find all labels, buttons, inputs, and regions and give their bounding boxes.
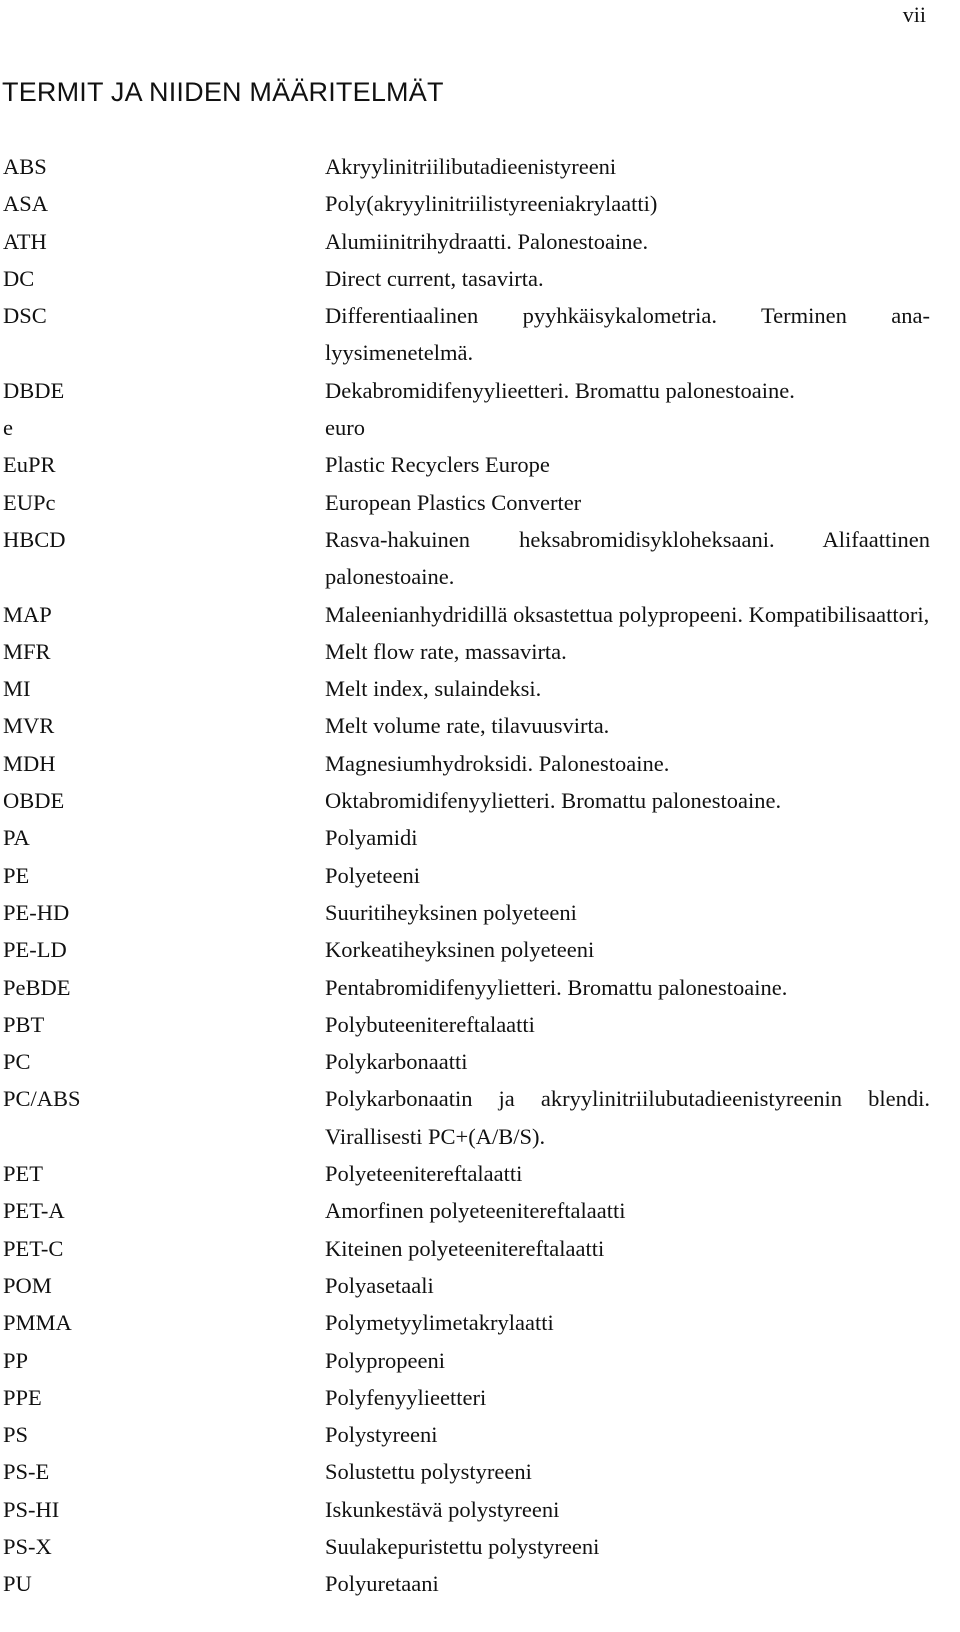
term-row (0, 1416, 960, 1453)
term-definition: Polypropeeni (325, 1347, 445, 1373)
term-definition: Akryylinitriilibutadieenistyreeni (325, 154, 617, 179)
term-abbreviation: PBT (3, 1011, 45, 1037)
term-definition: Rasva-hakuinen heksabromidisykloheksaani. Alifaattinen palonestoaine. (325, 526, 930, 590)
term-abbreviation: ABS (3, 154, 47, 179)
term-row (0, 1267, 960, 1304)
term-abbreviation: PA (3, 825, 30, 851)
term-definition: Magnesiumhydroksidi. Palonestoaine. (325, 750, 670, 776)
term-definition: Dekabromidifenyylieetteri. Bromattu palonestoaine. (325, 377, 795, 403)
term-row (0, 782, 960, 819)
term-definition: Suuritiheyksinen polyeteeni (325, 899, 577, 925)
term-definition: Maleenianhydridillä oksastettua polypropeeni. Kompatibilisaattori, (325, 601, 930, 627)
term-abbreviation: e (3, 415, 13, 441)
term-definition: Polymetyylimetakrylaatti (325, 1310, 554, 1336)
term-row (0, 633, 960, 670)
term-definition: Polybuteenitereftalaatti (325, 1011, 535, 1037)
term-row (0, 1155, 960, 1192)
term-abbreviation: PS (3, 1422, 29, 1448)
term-definition: Direct current, tasavirta. (325, 265, 544, 291)
term-row (0, 1230, 960, 1267)
term-definition: Polyuretaani (325, 1571, 439, 1597)
term-row (0, 894, 960, 931)
term-abbreviation: PMMA (3, 1310, 72, 1336)
term-definition: Korkeatiheyksinen polyeteeni (325, 937, 595, 963)
term-row (0, 223, 960, 260)
term-definition: Polyasetaali (325, 1272, 434, 1298)
term-row (0, 745, 960, 782)
term-definition: Alumiinitrihydraatti. Palonestoaine. (325, 228, 649, 254)
term-row (0, 185, 960, 222)
term-definition: Iskunkestävä polystyreeni (325, 1496, 560, 1522)
term-definition: Differentiaalinen pyyhkäisykalometria. Terminen analyysimenetelmä. (325, 303, 930, 366)
term-row (0, 297, 960, 372)
term-abbreviation: ATH (3, 228, 47, 254)
term-abbreviation: PC/ABS (3, 1086, 81, 1112)
term-abbreviation: OBDE (3, 788, 65, 814)
term-row (0, 148, 960, 185)
term-definition: Amorfinen polyeteenitereftalaatti (325, 1198, 626, 1224)
term-row (0, 1080, 960, 1155)
term-abbreviation: DC (3, 265, 35, 291)
term-definition: Melt volume rate, tilavuusvirta. (325, 713, 610, 739)
term-row (0, 931, 960, 968)
term-abbreviation: DSC (3, 303, 47, 329)
term-abbreviation: MAP (3, 601, 52, 627)
term-row (0, 446, 960, 483)
term-definition: Polykarbonaatin ja akryylinitriilubutadieenistyreenin blendi. Virallisesti PC+(A/B/S). (325, 1086, 930, 1149)
term-row (0, 969, 960, 1006)
term-row (0, 1528, 960, 1565)
term-definition: Polykarbonaatti (325, 1049, 468, 1075)
term-abbreviation: PeBDE (3, 974, 71, 1000)
term-row (0, 1565, 960, 1602)
term-abbreviation: EUPc (3, 489, 56, 515)
term-definition: Polyeteenitereftalaatti (325, 1161, 523, 1187)
term-definition: euro (325, 415, 365, 441)
term-abbreviation: MDH (3, 750, 56, 776)
term-abbreviation: PS-HI (3, 1496, 60, 1522)
term-abbreviation: PET-C (3, 1235, 64, 1261)
term-row (0, 409, 960, 446)
term-row (0, 1304, 960, 1341)
term-row (0, 1379, 960, 1416)
term-abbreviation: MFR (3, 638, 51, 664)
term-definition: Solustettu polystyreeni (325, 1459, 532, 1485)
term-definition: European Plastics Converter (325, 489, 582, 515)
term-row (0, 484, 960, 521)
term-row (0, 707, 960, 744)
term-abbreviation: PPE (3, 1384, 42, 1410)
term-definition: Polyeteeni (325, 862, 420, 888)
term-row (0, 372, 960, 409)
term-definition: Kiteinen polyeteenitereftalaatti (325, 1235, 605, 1261)
term-abbreviation: MI (3, 676, 31, 702)
term-abbreviation: PP (3, 1347, 29, 1373)
term-definition: Oktabromidifenyylietteri. Bromattu palonestoaine. (325, 788, 782, 814)
term-abbreviation: PE (3, 862, 30, 888)
term-abbreviation: PE-HD (3, 899, 70, 925)
term-row (0, 1006, 960, 1043)
term-row (0, 819, 960, 856)
term-row (0, 670, 960, 707)
term-row (0, 596, 960, 633)
term-abbreviation: MVR (3, 713, 55, 739)
term-abbreviation: PET (3, 1161, 44, 1187)
term-definition: Melt flow rate, massavirta. (325, 638, 567, 664)
term-abbreviation: ASA (3, 191, 49, 217)
term-row (0, 521, 960, 596)
term-abbreviation: EuPR (3, 452, 56, 478)
term-definition: Plastic Recyclers Europe (325, 452, 550, 478)
page-title: TERMIT JA NIIDEN MÄÄRITELMÄT (2, 77, 444, 107)
term-definition: Polyfenyylieetteri (325, 1384, 487, 1410)
term-abbreviation: PS-E (3, 1459, 50, 1485)
term-row (0, 1342, 960, 1379)
terms-list (0, 148, 960, 1603)
term-abbreviation: PS-X (3, 1533, 52, 1559)
term-row (0, 1453, 960, 1490)
term-row (0, 1043, 960, 1080)
term-abbreviation: PC (3, 1049, 31, 1075)
term-abbreviation: POM (3, 1272, 52, 1298)
term-definition: Melt index, sulaindeksi. (325, 676, 542, 702)
term-row (0, 260, 960, 297)
term-abbreviation: PET-A (3, 1198, 65, 1224)
page-number: vii (902, 2, 926, 27)
term-definition: Pentabromidifenyylietteri. Bromattu palonestoaine. (325, 974, 788, 1000)
term-abbreviation: PE-LD (3, 937, 67, 963)
term-row (0, 1192, 960, 1229)
term-abbreviation: DBDE (3, 377, 65, 403)
term-definition: Poly(akryylinitriilistyreeniakrylaatti) (325, 191, 658, 217)
term-definition: Suulakepuristettu polystyreeni (325, 1533, 600, 1559)
term-row (0, 857, 960, 894)
term-abbreviation: HBCD (3, 526, 66, 552)
term-definition: Polyamidi (325, 825, 418, 851)
term-abbreviation: PU (3, 1571, 32, 1597)
term-definition: Polystyreeni (325, 1422, 438, 1448)
term-row (0, 1491, 960, 1528)
